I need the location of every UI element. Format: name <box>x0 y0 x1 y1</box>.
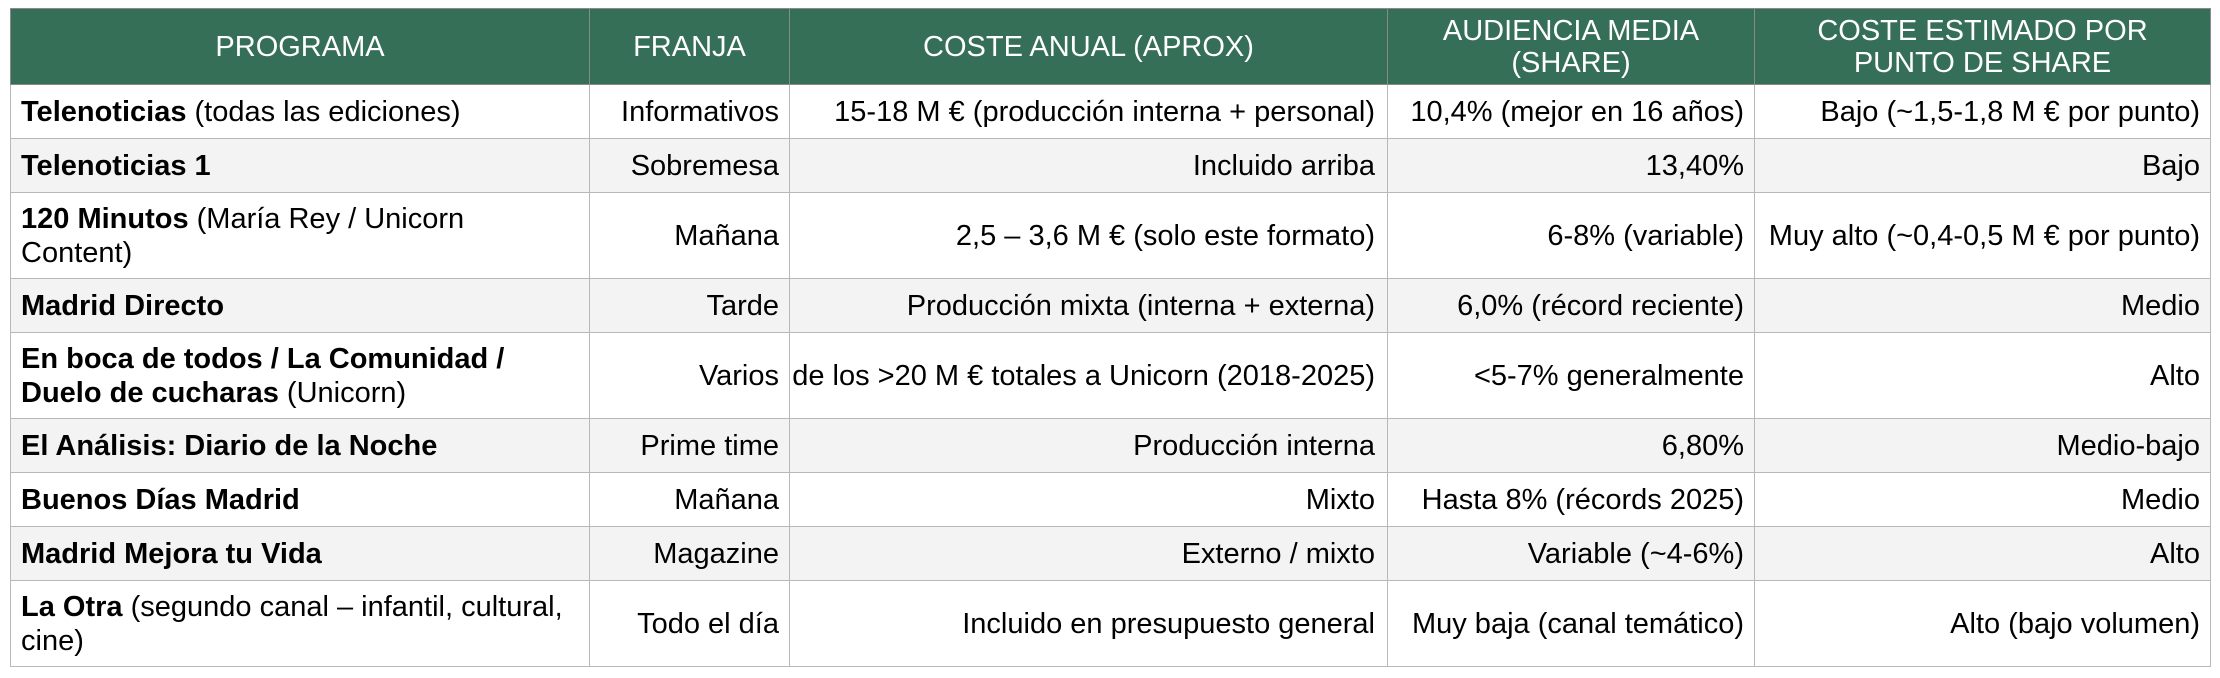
cell-coste-punto: Bajo <box>1755 139 2211 193</box>
header-programa: PROGRAMA <box>11 9 590 85</box>
cell-programa <box>11 85 590 139</box>
cell-audiencia: Hasta 8% (récords 2025) <box>1388 473 1755 527</box>
cell-programa <box>11 581 590 667</box>
cell-programa <box>11 473 590 527</box>
cell-coste-anual: Producción interna <box>790 419 1388 473</box>
program-name: 120 Minutos <box>21 202 189 235</box>
program-note: (María Rey / Unicorn Content) <box>21 202 465 269</box>
cell-coste-punto: Alto (bajo volumen) <box>1755 581 2211 667</box>
program-note: (segundo canal – infantil, cultural, cine) <box>21 590 563 657</box>
table-row <box>11 139 2211 193</box>
table-row <box>11 333 2211 419</box>
cell-coste-punto: Medio-bajo <box>1755 419 2211 473</box>
program-name: En boca de todos / La Comunidad / Duelo de cucharas <box>21 342 505 409</box>
header-coste-por-punto: COSTE ESTIMADO POR PUNTO DE SHARE <box>1755 9 2211 85</box>
program-name: Madrid Directo <box>21 289 225 322</box>
cell-franja: Prime time <box>590 419 790 473</box>
program-name: La Otra <box>21 590 123 623</box>
table-row <box>11 527 2211 581</box>
cell-audiencia: 6,80% <box>1388 419 1755 473</box>
cell-franja: Mañana <box>590 193 790 279</box>
header-franja: FRANJA <box>590 9 790 85</box>
header-coste-anual: COSTE ANUAL (APROX) <box>790 9 1388 85</box>
cell-franja: Tarde <box>590 279 790 333</box>
cell-franja: Todo el día <box>590 581 790 667</box>
cell-audiencia: Variable (~4-6%) <box>1388 527 1755 581</box>
cell-coste-anual: Producción mixta (interna + externa) <box>790 279 1388 333</box>
cell-coste-anual: 2,5 – 3,6 M € (solo este formato) <box>790 193 1388 279</box>
cell-coste-anual: 15-18 M € (producción interna + personal) <box>790 85 1388 139</box>
cell-programa <box>11 139 590 193</box>
cell-coste-anual: Incluido arriba <box>790 139 1388 193</box>
cell-franja: Informativos <box>590 85 790 139</box>
programs-cost-table <box>10 8 2211 667</box>
table-row <box>11 473 2211 527</box>
table-row <box>11 581 2211 667</box>
program-note: (todas las ediciones) <box>186 95 461 128</box>
cell-coste-anual: de los >20 M € totales a Unicorn (2018-2025) <box>790 333 1388 419</box>
cell-coste-anual: Externo / mixto <box>790 527 1388 581</box>
program-name: Buenos Días Madrid <box>21 483 300 516</box>
program-name: Telenoticias 1 <box>21 149 211 182</box>
cell-programa <box>11 527 590 581</box>
cell-coste-anual: Mixto <box>790 473 1388 527</box>
cell-franja: Mañana <box>590 473 790 527</box>
cell-audiencia: 10,4% (mejor en 16 años) <box>1388 85 1755 139</box>
cell-coste-punto: Muy alto (~0,4-0,5 M € por punto) <box>1755 193 2211 279</box>
table-row <box>11 193 2211 279</box>
cell-coste-punto: Medio <box>1755 279 2211 333</box>
table-row <box>11 85 2211 139</box>
cell-audiencia: 13,40% <box>1388 139 1755 193</box>
cell-audiencia: <5-7% generalmente <box>1388 333 1755 419</box>
cell-franja: Sobremesa <box>590 139 790 193</box>
cell-coste-punto: Alto <box>1755 333 2211 419</box>
table-header-row <box>11 9 2211 85</box>
program-note: (Unicorn) <box>278 376 407 409</box>
header-audiencia-media: AUDIENCIA MEDIA (SHARE) <box>1388 9 1755 85</box>
cell-audiencia: 6,0% (récord reciente) <box>1388 279 1755 333</box>
cell-coste-anual: Incluido en presupuesto general <box>790 581 1388 667</box>
cell-programa <box>11 419 590 473</box>
cell-franja: Varios <box>590 333 790 419</box>
table-row <box>11 419 2211 473</box>
cell-franja: Magazine <box>590 527 790 581</box>
cell-programa <box>11 193 590 279</box>
program-name: Telenoticias <box>21 95 187 128</box>
cell-programa <box>11 333 590 419</box>
table-row <box>11 279 2211 333</box>
cell-programa <box>11 279 590 333</box>
program-name: Madrid Mejora tu Vida <box>21 537 322 570</box>
cell-audiencia: 6-8% (variable) <box>1388 193 1755 279</box>
cell-coste-punto: Alto <box>1755 527 2211 581</box>
cell-coste-punto: Medio <box>1755 473 2211 527</box>
cell-coste-punto: Bajo (~1,5-1,8 M € por punto) <box>1755 85 2211 139</box>
cell-audiencia: Muy baja (canal temático) <box>1388 581 1755 667</box>
program-name: El Análisis: Diario de la Noche <box>21 429 438 462</box>
programs-table-container <box>10 8 2210 667</box>
